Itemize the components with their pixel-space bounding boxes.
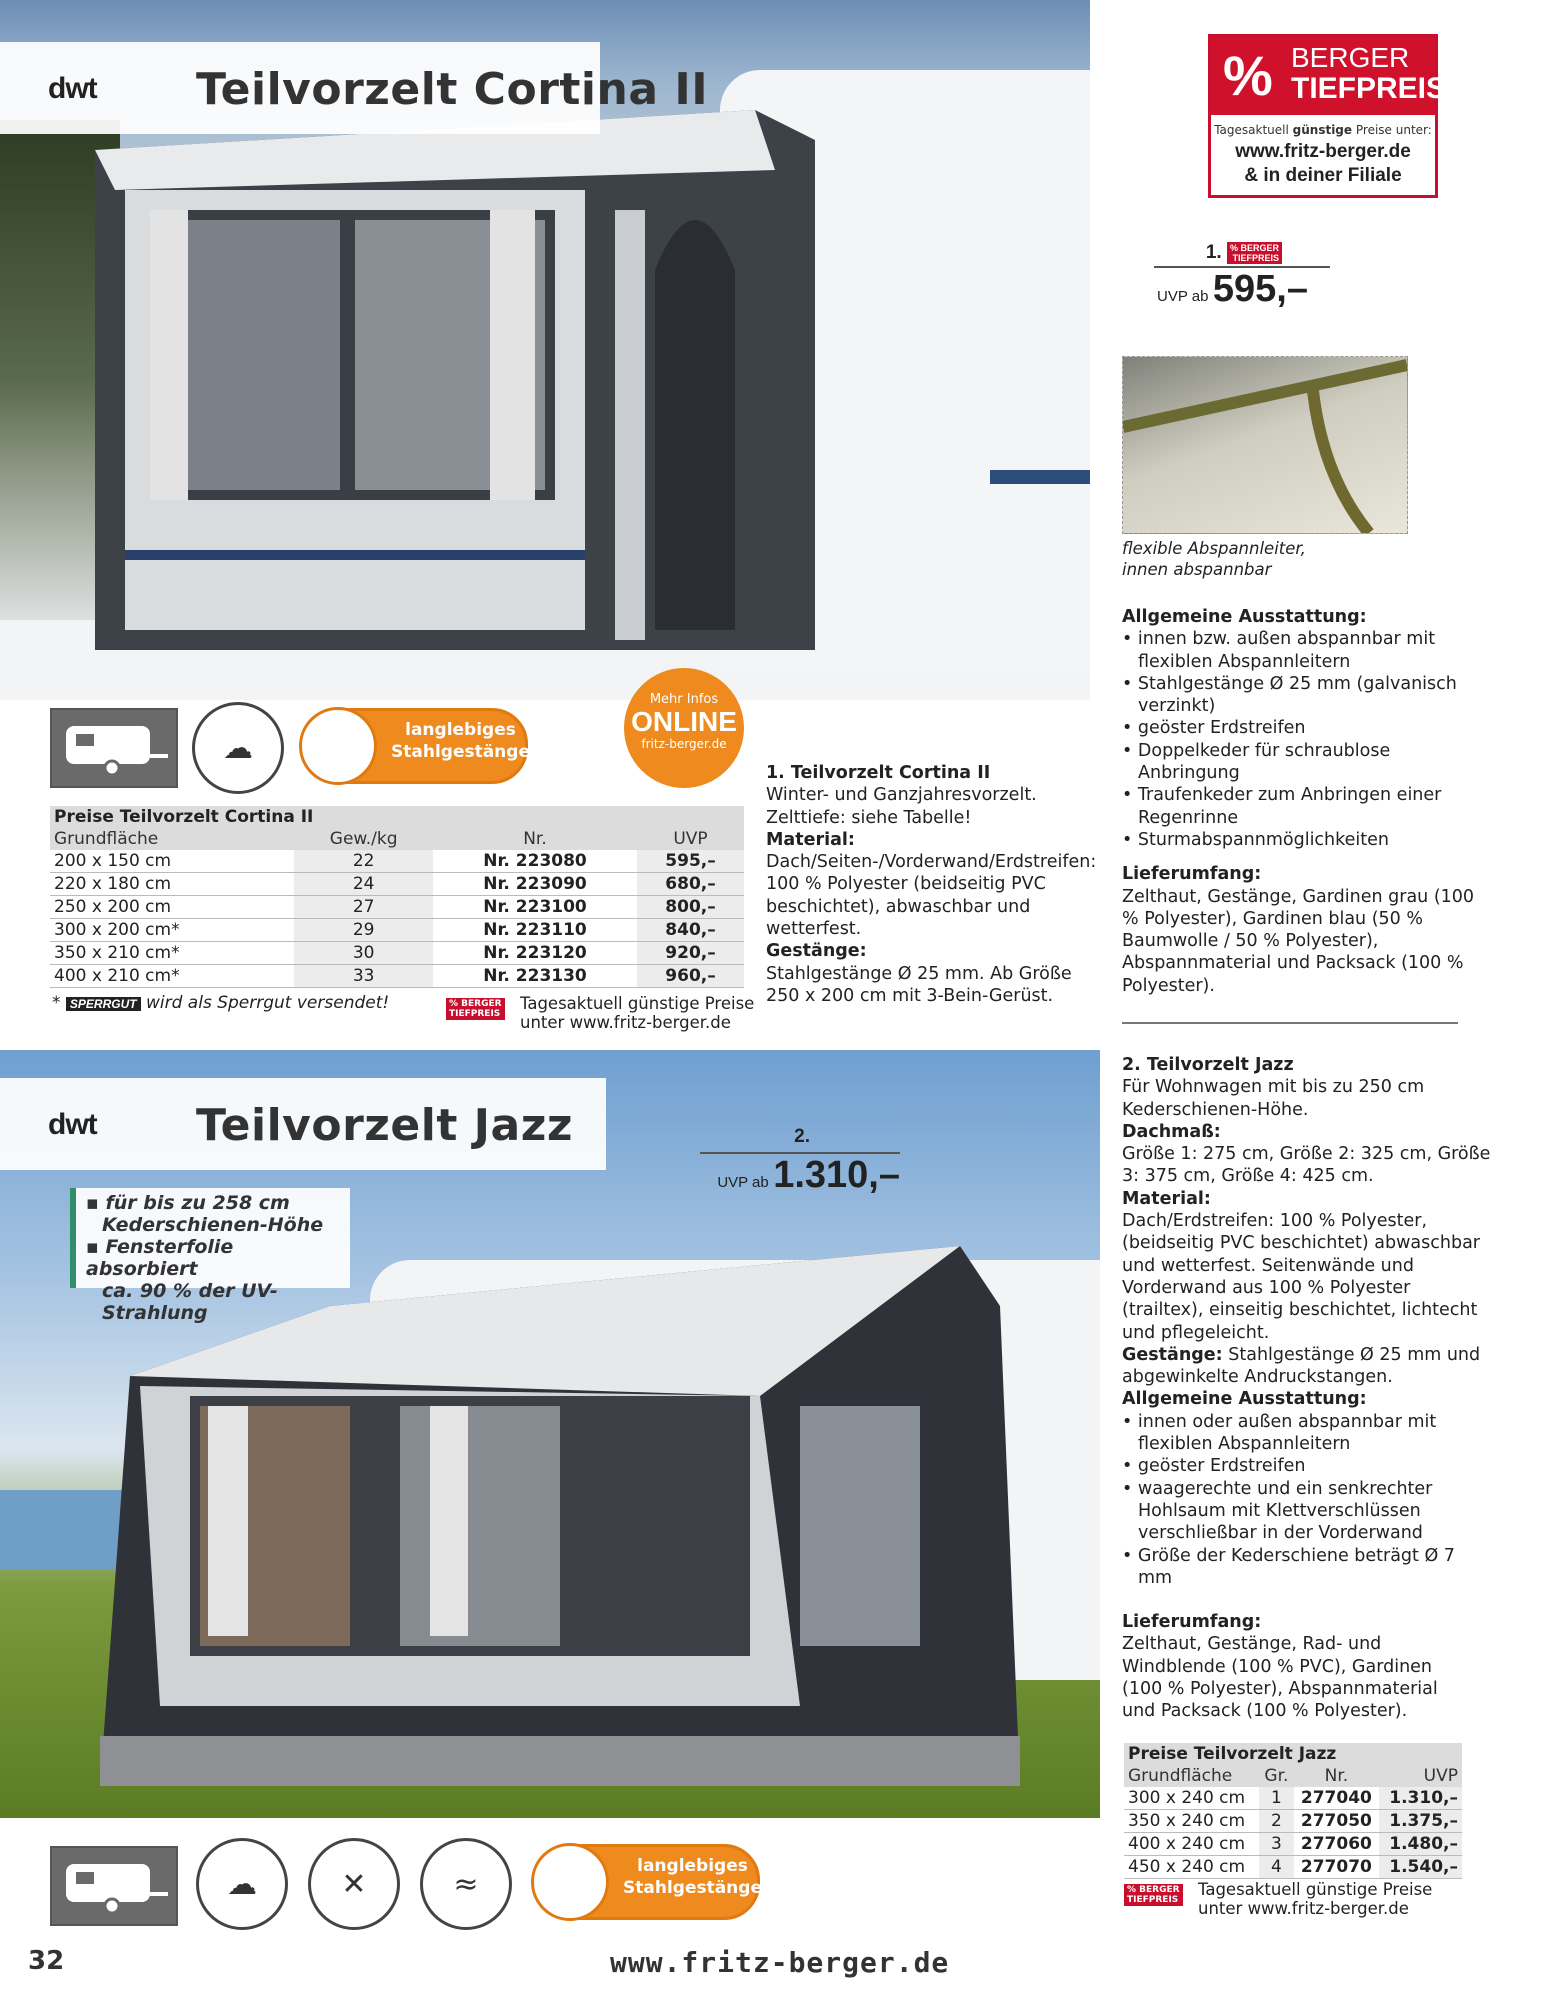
steel-poles-badge: langlebiges Stahlgestänge xyxy=(300,708,528,784)
tiefpreis-mini-badge: % BERGER TIEFPREIS xyxy=(446,998,505,1020)
table-row: 200 x 150 cm 22 Nr. 223080 595,– xyxy=(50,850,744,873)
cortina-price-table: Preise Teilvorzelt Cortina II Grundfläche Gew./kg Nr. UVP 200 x 150 cm 22 Nr. 223080 595,– 220 x 180 cm 24 Nr. 223090 680,– 250 x 200 cm 27 Nr. 223100 800,– 300 x 200 cm* 29 Nr. 223110 840,– 350 x 210 cm* 30 Nr. 223120 920,– 400 x 210 cm* 33 Nr. 223130 960,– xyxy=(50,806,744,988)
tiefpreis-mini-badge: % BERGER TIEFPREIS xyxy=(1124,1884,1183,1906)
sperrgut-footnote: * SPERRGUT wird als Sperrgut versendet! xyxy=(52,993,390,1013)
jazz-description: 2. Teilvorzelt Jazz Für Wohnwagen mit bis zu 250 cm Kederschienen-Höhe. Dachmaß: Größe 1: 275 cm, Größe 2: 325 cm, Größe 3: 375 cm, Größe 4: 425 cm. Material: Dach/Erdstreifen: 100 % Polyester, (beidseitig PVC beschichtet) abwaschbar und wetterfest. Seitenwände und Vorderwand aus 100 % Polyester (trailtex), einseitig beschichtet, lichtecht und pflegeleicht. Gestänge: Stahlgestänge Ø 25 mm und abgewinkelte Andruckstangen. Allgemeine Ausstattung: • innen oder außen abspannbar mit flexiblen Abspannleitern • geöster Erdstreifen • waagerechte und ein senkrechter Hohlsaum mit Klettverschlüssen verschließbar in der Vorderwand • Größe der Kederschiene beträgt Ø 7 mm Lieferumfang: Zelthaut, Gestänge, Rad- und Windblende (100 % PVC), Gardinen (100 % Polyester), Abspannmaterial und Packsack (100 % Polyester). xyxy=(1122,1054,1494,1723)
table-row: 250 x 200 cm 27 Nr. 223100 800,– xyxy=(50,896,744,919)
dwt-logo: dwt xyxy=(48,72,97,105)
tages-note-1: % BERGER TIEFPREIS Tagesaktuell günstige Preise unter www.fritz-berger.de xyxy=(446,994,754,1032)
table-row: 350 x 240 cm 2 277050 1.375,– xyxy=(1124,1810,1462,1833)
divider xyxy=(1122,1022,1458,1024)
abspannleiter-photo xyxy=(1122,356,1408,534)
weather-icon: ☁ xyxy=(196,1838,288,1930)
jazz-title: Teilvorzelt Jazz xyxy=(196,1100,573,1151)
cortina-ausstattung: Allgemeine Ausstattung: • innen bzw. außen abspannbar mit flexiblen Abspannleitern • Stahlgestänge Ø 25 mm (galvanisch verzinkt) • geöster Erdstreifen • Doppelkeder für schraublose Anbringung • Traufenkeder zum Anbringen einer Regenrinne • Sturmabspannmöglichkeiten Lieferumfang: Zelthaut, Gestänge, Gardinen grau (100 % Polyester), Gardinen blau (50 % Baumwolle / 50 % Polyester), Abspannmaterial und Packsack (100 % Polyester). xyxy=(1122,606,1482,997)
cortina-description: 1. Teilvorzelt Cortina II Winter- und Ganzjahresvorzelt. Zelttiefe: siehe Tabelle! Material: Dach/Seiten-/Vorderwand/Erdstreifen: 100 % Polyester (beidseitig PVC beschichtet), abwaschbar und wetterfest. Gestänge: Stahlgestänge Ø 25 mm. Ab Größe 250 x 200 cm mit 3-Bein-Gerüst. xyxy=(766,763,1097,1006)
weather-icon: ☁ xyxy=(192,702,284,794)
dwt-logo: dwt xyxy=(48,1108,97,1141)
table-row: 220 x 180 cm 24 Nr. 223090 680,– xyxy=(50,873,744,896)
table-row: 350 x 210 cm* 30 Nr. 223120 920,– xyxy=(50,942,744,965)
page-number: 32 xyxy=(28,1946,65,1976)
sperrgut-label: SPERRGUT xyxy=(66,997,141,1011)
percent-icon: % xyxy=(1223,44,1273,107)
cortina-title: Teilvorzelt Cortina II xyxy=(196,64,709,115)
poles-icon xyxy=(531,1843,609,1921)
mosquito-net-icon: ✕ xyxy=(308,1838,400,1930)
table-row: 300 x 240 cm 1 277040 1.310,– xyxy=(1124,1787,1462,1810)
tages-note-2: % BERGER TIEFPREIS Tagesaktuell günstige Preise unter www.fritz-berger.de xyxy=(1124,1880,1432,1918)
tiefpreis-mini-badge: % BERGER TIEFPREIS xyxy=(1227,242,1282,264)
footer-url[interactable]: www.fritz-berger.de xyxy=(610,1946,950,1979)
jazz-price-table: Preise Teilvorzelt Jazz Grundfläche Gr. Nr. UVP 300 x 240 cm 1 277040 1.310,– 350 x 240 cm 2 277050 1.375,– 400 x 240 cm 3 277060 1.480,– 450 x 240 cm 4 277070 1.540,– xyxy=(1124,1743,1462,1879)
caravan-icon xyxy=(50,708,178,788)
cortina-price: 1. % BERGER TIEFPREIS UVP ab 595,– xyxy=(1154,242,1330,311)
ventilation-icon: ≈ xyxy=(420,1838,512,1930)
table-row: 400 x 210 cm* 33 Nr. 223130 960,– xyxy=(50,965,744,988)
caravan-icon xyxy=(50,1846,178,1926)
table-row: 300 x 200 cm* 29 Nr. 223110 840,– xyxy=(50,919,744,942)
online-badge[interactable]: Mehr Infos ONLINE fritz-berger.de xyxy=(624,668,744,788)
steel-poles-badge: langlebiges Stahlgestänge xyxy=(532,1844,760,1920)
jazz-price: 2. UVP ab 1.310,– xyxy=(700,1126,900,1197)
table-row: 450 x 240 cm 4 277070 1.540,– xyxy=(1124,1856,1462,1879)
jazz-feature-callout: ▪ für bis zu 258 cm Kederschienen-Höhe ▪ Fensterfolie absorbiert ca. 90 % der UV-Strahlung xyxy=(70,1188,350,1288)
table-row: 400 x 240 cm 3 277060 1.480,– xyxy=(1124,1833,1462,1856)
abspannleiter-caption: flexible Abspannleiter, innen abspannbar xyxy=(1122,539,1306,579)
poles-icon xyxy=(299,707,377,785)
awning-jazz-illustration xyxy=(100,1246,1040,1786)
awning-cortina-illustration xyxy=(95,110,815,650)
berger-tiefpreis-badge: % BERGER TIEFPREIS Tagesaktuell günstige Preise unter: www.fritz-berger.de & in deiner Filiale xyxy=(1208,34,1438,198)
cortina-photo xyxy=(0,0,1090,700)
